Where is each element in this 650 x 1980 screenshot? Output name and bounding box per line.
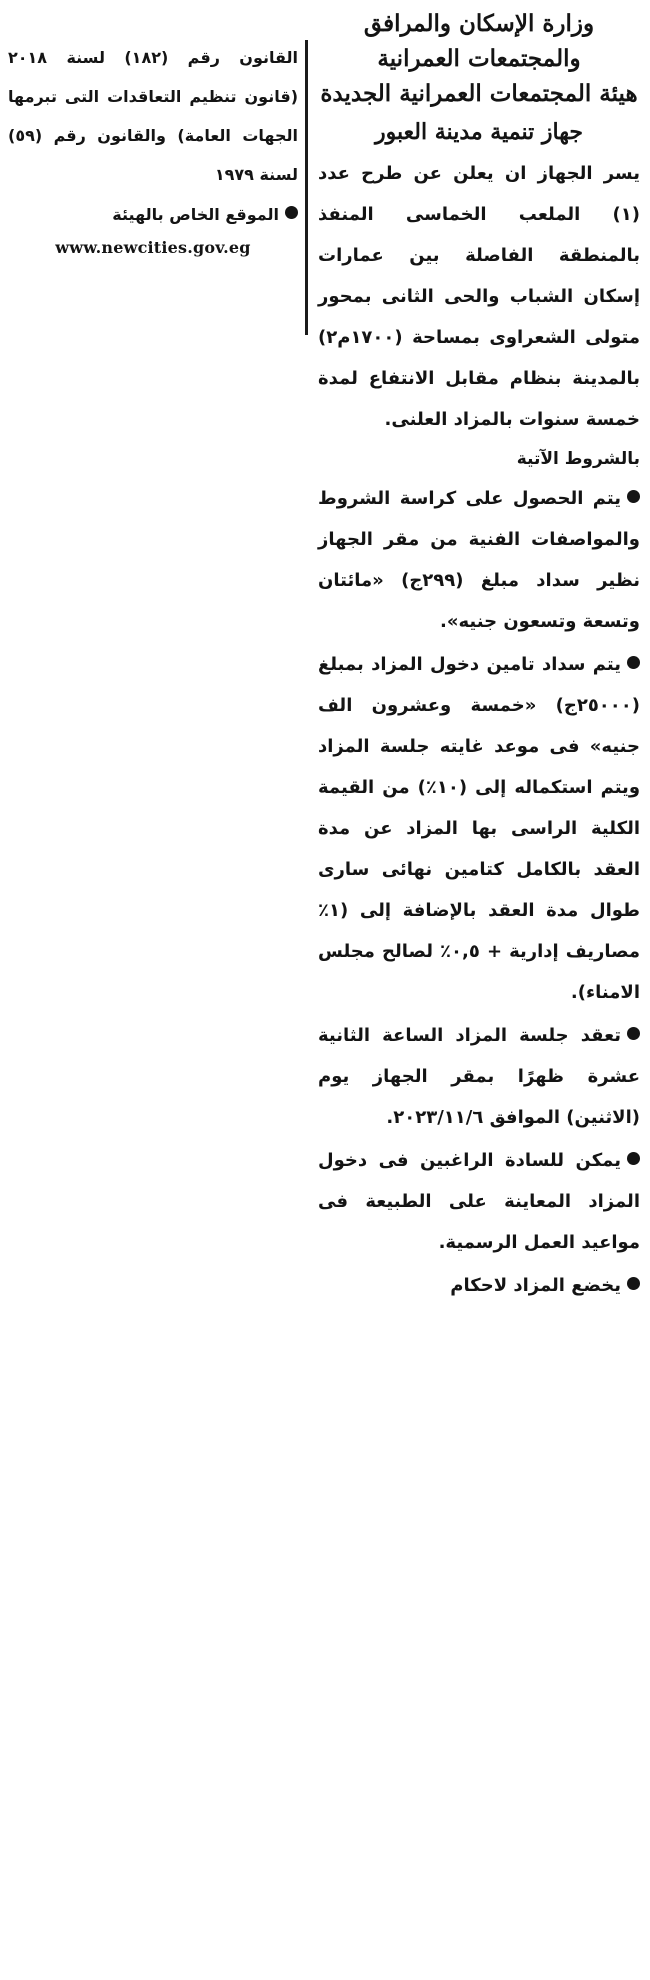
bullet-dot-icon (627, 1152, 640, 1165)
continuation-column (8, 38, 298, 264)
intro-paragraph: يسر الجهاز ان يعلن عن طرح عدد (١) الملعب الخماسى المنفذ بالمنطقة الفاصلة بين عمارات إسكان الشباب والحى الثانى بمحور متولى الشعراوى بمساحة (١٧٠٠م٢) بالمدينة بنظام مقابل الانتفاع لمدة خمسة سنوات بالمزاد العلنى. (318, 163, 640, 430)
terms-list (318, 478, 640, 1306)
list-item-text: يتم الحصول على كراسة الشروط والمواصفات الفنية من مقر الجهاز نظير سداد مبلغ (٢٩٩ج) «مائتان وتسعة وتسعون جنيه». (318, 488, 640, 632)
bullet-dot-icon (627, 656, 640, 669)
list-item-text: يمكن للسادة الراغبين فى دخول المزاد المعاينة على الطبيعة فى مواعيد العمل الرسمية. (318, 1150, 640, 1253)
bullet-dot-icon (285, 206, 298, 219)
list-item (318, 644, 640, 1013)
list-item-text: يتم سداد تامين دخول المزاد بمبلغ (٢٥٠٠٠ج) «خمسة وعشرون الف جنيه» فى موعد غايته جلسة المزاد ويتم استكماله إلى (١٠٪) من القيمة الكلية الراسى بها المزاد عن مدة العقد بالكامل كتامين نهائى سارى طوال مدة العقد بالإضافة إلى (١٪ مصاريف إدارية + ٠,٥٪ لصالح مجلس الامناء). (318, 654, 641, 1003)
terms-heading: بالشروط الآتية (516, 449, 640, 469)
list-item (318, 1140, 640, 1263)
website-url: www.newcities.gov.eg (55, 238, 251, 257)
column-divider (305, 40, 308, 335)
list-item-text: تعقد جلسة المزاد الساعة الثانية عشرة ظهرًا بمقر الجهاز يوم (الاثنين) الموافق ٢٠٢٣/١١/٦. (318, 1025, 640, 1128)
bullet-dot-icon (627, 490, 640, 503)
main-column (318, 6, 640, 1308)
list-item (318, 1265, 640, 1306)
department-name: جهاز تنمية مدينة العبور (375, 119, 583, 145)
ministry-name: وزارة الإسكان والمرافق والمجتمعات العمرانية (363, 10, 595, 72)
authority-name: هيئة المجتمعات العمرانية الجديدة (320, 80, 638, 107)
bullet-dot-icon (627, 1277, 640, 1290)
bullet-dot-icon (627, 1027, 640, 1040)
list-item (318, 1015, 640, 1138)
list-item (318, 478, 640, 642)
website-label-text: الموقع الخاص بالهيئة (112, 205, 279, 224)
list-item-text: يخضع المزاد لاحكام (450, 1275, 621, 1296)
law-reference-text: القانون رقم (١٨٢) لسنة ٢٠١٨ (قانون تنظيم التعاقدات التى تبرمها الجهات العامة) والقانون رقم (٥٩) لسنة ١٩٧٩ (8, 48, 298, 184)
website-label (8, 198, 298, 232)
